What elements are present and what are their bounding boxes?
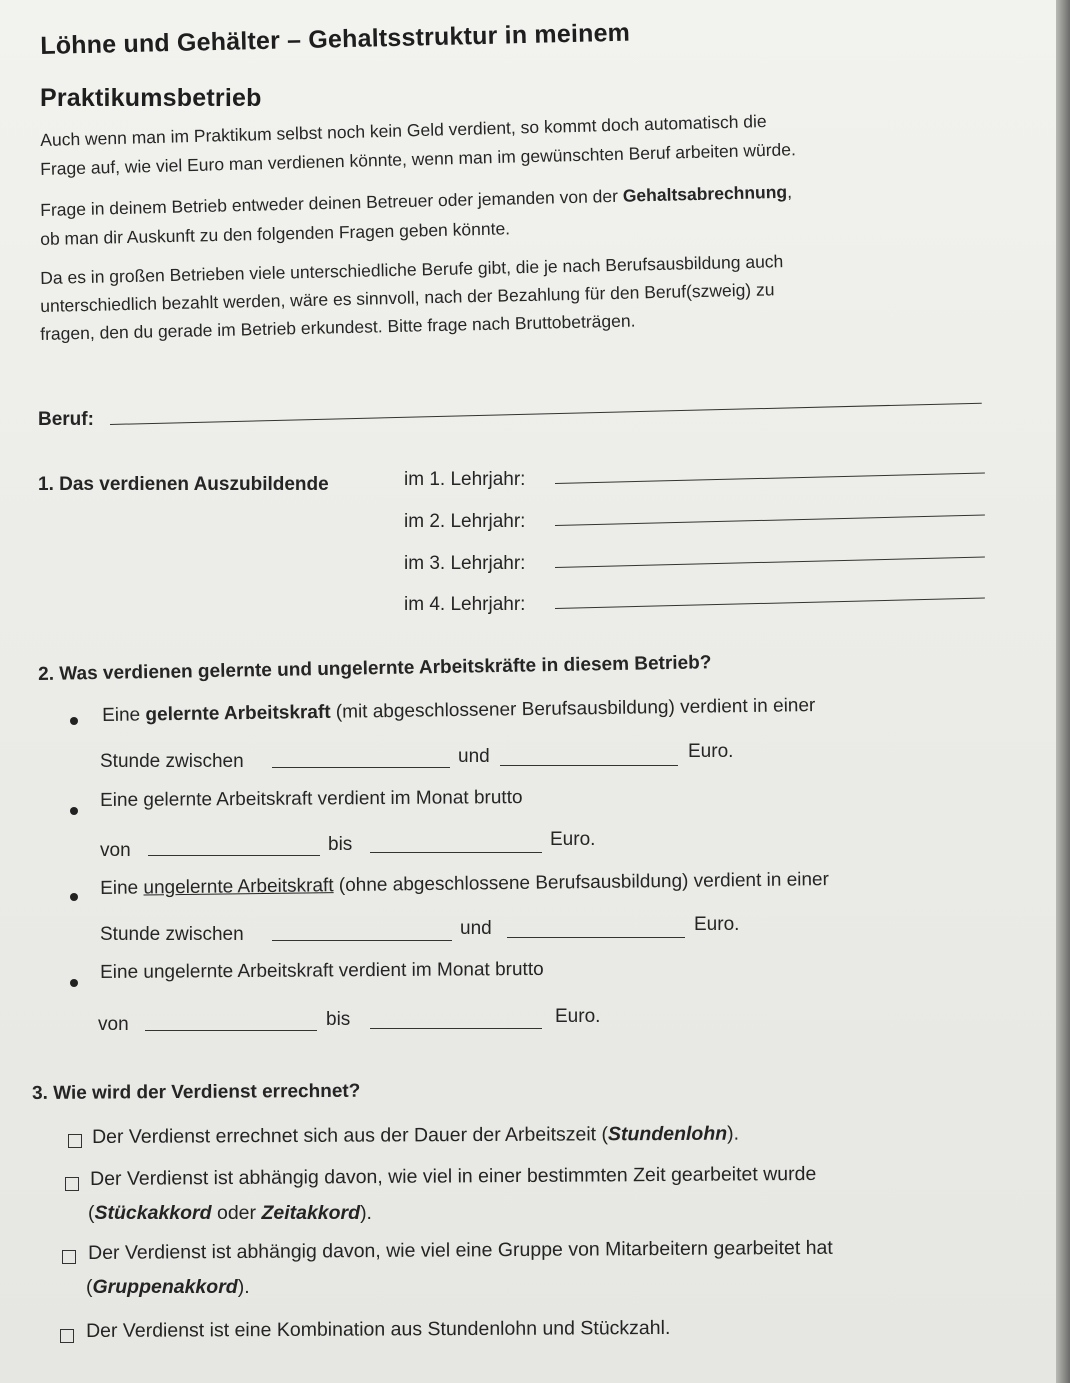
answer-line[interactable] <box>148 855 320 856</box>
q3-text-part: ( <box>86 1276 93 1298</box>
q1-heading: 1. Das verdienen Auszubildende <box>38 474 329 495</box>
intro-text <box>40 182 792 221</box>
intro-text-part: Frage in deinem Betrieb entweder deinen Betreuer oder jemanden von der <box>40 185 624 220</box>
bullet-icon <box>70 807 78 815</box>
intro-text-part: , <box>786 181 793 202</box>
intro-text: unterschiedlich bezahlt werden, wäre es sinnvoll, nach der Bezahlung für den Beruf(szweig) zu <box>40 279 775 316</box>
row-label: bis <box>326 1009 351 1030</box>
page-title: Löhne und Gehälter – Gehaltsstruktur in meinem <box>40 18 631 60</box>
option-checkbox[interactable] <box>65 1177 79 1191</box>
row-label: Euro. <box>555 1006 601 1027</box>
row-label: bis <box>328 834 353 855</box>
q3-text-part: Der Verdienst errechnet sich aus der Dauer der Arbeitszeit ( <box>92 1123 609 1148</box>
q2-text-part: (mit abgeschlossener Berufsausbildung) verdient in einer <box>330 695 816 723</box>
q3-text-part: ). <box>237 1276 250 1298</box>
q3-option-2: Der Verdienst ist abhängig davon, wie viel in einer bestimmten Zeit gearbeitet wurde <box>90 1162 817 1190</box>
q3-text-part: ). <box>360 1202 372 1224</box>
q2-heading: 2. Was verdienen gelernte und ungelernte Arbeitskräfte in diesem Betrieb? <box>38 652 712 685</box>
intro-text-bold: Gehaltsabrechnung <box>622 181 788 206</box>
bullet-icon <box>70 893 78 901</box>
q2-text-part: Eine <box>102 704 146 726</box>
row-label: Euro. <box>694 914 740 935</box>
q3-heading: 3. Wie wird der Verdienst errechnet? <box>32 1080 361 1104</box>
year-label: im 2. Lehrjahr: <box>404 511 526 532</box>
q3-text-emph: Stundenlohn <box>607 1122 728 1146</box>
answer-line[interactable] <box>145 1030 317 1031</box>
q2-text-bold: gelernte Arbeitskraft <box>145 701 331 726</box>
q2-text-part: Eine <box>100 877 144 899</box>
q3-text-part: oder <box>211 1202 262 1224</box>
row-label: Stunde zwischen <box>100 751 244 772</box>
row-label: Euro. <box>550 829 596 850</box>
answer-line[interactable] <box>370 852 542 853</box>
bullet-icon <box>70 979 78 987</box>
option-checkbox[interactable] <box>62 1250 76 1264</box>
q3-text-part: ( <box>88 1202 95 1224</box>
answer-line[interactable] <box>272 940 452 941</box>
q3-text-emph: Gruppenakkord <box>92 1276 238 1298</box>
q2-text-underlined: ungelernte Arbeitskraft <box>143 875 334 899</box>
q3-option-3: Der Verdienst ist abhängig davon, wie viel eine Gruppe von Mitarbeitern gearbeitet hat <box>88 1236 833 1264</box>
year-label: im 4. Lehrjahr: <box>404 594 526 615</box>
beruf-answer-line[interactable] <box>110 403 982 425</box>
answer-line[interactable] <box>507 937 685 938</box>
intro-text: ob man dir Auskunft zu den folgenden Fragen geben könnte. <box>40 218 511 249</box>
beruf-label: Beruf: <box>38 409 94 430</box>
bullet-icon <box>70 717 78 725</box>
q3-option-2-line2 <box>88 1202 372 1225</box>
answer-line[interactable] <box>500 765 678 766</box>
row-label: und <box>458 746 490 767</box>
year-answer-line[interactable] <box>555 514 985 526</box>
year-answer-line[interactable] <box>555 556 985 568</box>
q2-bullet-1 <box>102 695 815 727</box>
intro-text: Frage auf, wie viel Euro man verdienen könnte, wenn man im gewünschten Beruf arbeiten würde. <box>40 139 797 179</box>
q3-option-1 <box>92 1123 739 1149</box>
q2-bullet-2: Eine gelernte Arbeitskraft verdient im Monat brutto <box>100 787 523 811</box>
year-label: im 3. Lehrjahr: <box>404 553 526 574</box>
q3-text-emph: Zeitakkord <box>261 1202 361 1224</box>
year-label: im 1. Lehrjahr: <box>404 469 526 490</box>
answer-line[interactable] <box>272 767 450 768</box>
year-answer-line[interactable] <box>555 597 985 609</box>
page-title-line2: Praktikumsbetrieb <box>40 84 262 112</box>
page-edge <box>1056 0 1070 1383</box>
row-label: Euro. <box>688 741 734 762</box>
q2-bullet-3 <box>100 869 829 900</box>
intro-text: Da es in großen Betrieben viele unterschiedliche Berufe gibt, die je nach Berufsausbildung auch <box>40 251 784 288</box>
q3-text-part: ). <box>727 1122 740 1145</box>
q3-text-emph: Stückakkord <box>94 1202 212 1224</box>
answer-line[interactable] <box>370 1028 542 1029</box>
intro-text: Auch wenn man im Praktikum selbst noch kein Geld verdient, so kommt doch automatisch die <box>40 110 767 150</box>
row-label: von <box>100 840 131 861</box>
row-label: von <box>98 1014 129 1035</box>
q2-text-part: (ohne abgeschlossene Berufsausbildung) verdient in einer <box>333 869 830 897</box>
intro-text: fragen, den du gerade im Betrieb erkundest. Bitte frage nach Bruttobeträgen. <box>40 310 636 344</box>
row-label: Stunde zwischen <box>100 924 244 945</box>
year-answer-line[interactable] <box>555 472 985 484</box>
q3-option-3-line2 <box>86 1276 250 1299</box>
row-label: und <box>460 918 492 939</box>
q3-option-4: Der Verdienst ist eine Kombination aus Stundenlohn und Stückzahl. <box>86 1316 671 1342</box>
q2-bullet-4: Eine ungelernte Arbeitskraft verdient im Monat brutto <box>100 958 544 983</box>
option-checkbox[interactable] <box>68 1134 82 1148</box>
option-checkbox[interactable] <box>60 1329 74 1343</box>
